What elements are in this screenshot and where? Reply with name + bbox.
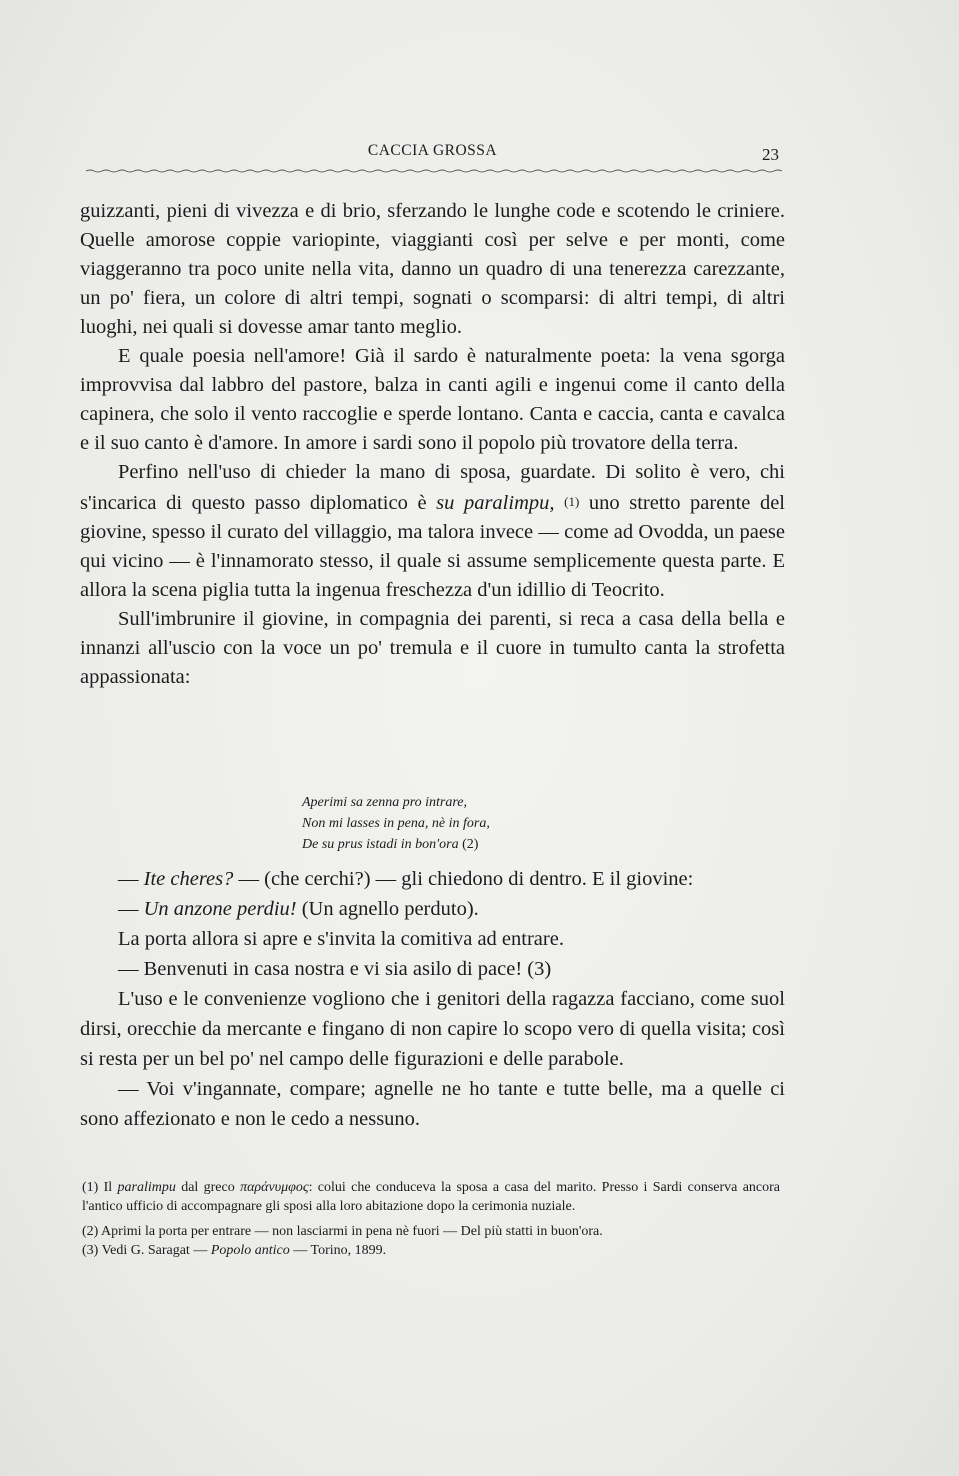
footnote-1 <box>82 1178 780 1216</box>
sardinian-phrase: Un anzone perdiu! <box>143 898 297 920</box>
main-text <box>80 197 785 692</box>
dash: — <box>118 868 139 890</box>
verse-line-2: Non mi lasses in pena, nè in fora, <box>302 816 490 831</box>
paragraph-5: L'uso e le convenienze vogliono che i genitori della ragazza facciano, come suol dirsi, orecchie da mercante e fingano di non capire lo scopo vero di quella visita; così si resta per un bel po' nel campo delle figurazioni e delle parabole. <box>80 988 785 1070</box>
paragraph-3 <box>80 458 785 605</box>
paragraph-3-text-b: uno stretto parente del giovine, spesso il curato del villaggio, ma talora invece — come ad Ovodda, un paese qui vicino — è l'innamorato stesso, il quale si assume semplicemente questa parte. E allora la scena piglia tutta la ingenua freschezza d'un idillio di Teocrito. <box>80 492 786 601</box>
footnote-3-text-b: — Torino, 1899. <box>293 1243 387 1258</box>
footnote-2: (2) Aprimi la porta per entrare — non lasciarmi in pena nè fuori — Del più statti in buon'ora. <box>82 1224 603 1239</box>
footnote-1-number: (1) Il <box>82 1180 113 1195</box>
verse-block <box>302 792 602 855</box>
footnote-1-text-b: : colui che conduceva la sposa a casa del marito. Presso i Sardi conserva ancora l'antico ufficio di accompagnare gli sposi alla loro abitazione dopo la cerimonia nuziale. <box>82 1180 781 1214</box>
footnote-3 <box>82 1241 780 1260</box>
footnote-3-text-a: (3) Vedi G. Saragat — <box>82 1243 208 1258</box>
paragraph-6: — Voi v'ingannate, compare; agnelle ne ho tante e tutte belle, ma a quelle ci sono affezionato e non le cedo a nessuno. <box>80 1078 785 1130</box>
paragraph-1: guizzanti, pieni di vivezza e di brio, sferzando le lunghe code e scotendo le criniere. Quelle amorose coppie variopinte, viaggianti così per selve e per monti, come viaggeranno tra poco unite nella vita, danno un quadro di una tenerezza carezzante, un po' fiera, un colore di altri tempi, sognati o scomparsi: di altri tempi, di altri luoghi, nei quali si dovesse amar tanto meglio. <box>80 200 785 338</box>
footnotes <box>82 1178 780 1260</box>
dialogue-line-2 <box>80 894 785 924</box>
verse-line-1: Aperimi sa zenna pro intrare, <box>302 795 468 810</box>
chapter-title: CACCIA GROSSA <box>367 142 498 159</box>
dialogue-line-1 <box>80 864 785 894</box>
footnote-1-term: paralimpu <box>117 1180 176 1195</box>
sardinian-phrase: Ite cheres? <box>143 868 234 890</box>
dash: — <box>118 898 139 920</box>
verse-line-3-text: De su prus istadi in bon'ora <box>302 837 459 852</box>
footnote-1-text-a: dal greco <box>181 1180 235 1195</box>
dialogue-line-2-rest: (Un agnello perduto). <box>301 898 479 920</box>
footnote-ref-1: (1) <box>564 494 580 509</box>
term-paralimpu: su paralimpu, <box>436 492 555 514</box>
dialogue-line-4: — Benvenuti in casa nostra e vi sia asilo di pace! (3) <box>118 958 552 980</box>
decorative-wavy-rule <box>86 169 785 173</box>
book-title: Popolo antico <box>210 1243 290 1258</box>
dialogue-line-3: La porta allora si apre e s'invita la comitiva ad entrare. <box>118 928 564 950</box>
running-head <box>80 142 785 178</box>
verse-line-3 <box>302 834 602 855</box>
footnote-ref-2: (2) <box>462 837 479 852</box>
paragraph-2: E quale poesia nell'amore! Già il sardo è naturalmente poeta: la vena sgorga improvvisa dal labbro del pastore, balza in canti agili e ingenui come il canto della capinera, che solo il vento raccoglie e sperde lontano. Canta e caccia, canta e cavalca e il suo canto è d'amore. In amore i sardi sono il popolo più trovatore della terra. <box>80 345 785 454</box>
paragraph-3-text-a: Perfino nell'uso di chieder la mano di sposa, guardate. Di solito è vero, chi s'incarica di questo passo diplomatico è <box>80 461 785 514</box>
dialogue-line-1-rest: — (che cerchi?) — gli chiedono di dentro. E il giovine: <box>238 868 694 890</box>
greek-word: παράνυμφος <box>240 1180 309 1195</box>
paragraph-4: Sull'imbrunire il giovine, in compagnia dei parenti, si reca a casa della bella e innanzi all'uscio con la voce un po' tremula e il cuore in tumulto canta la strofetta appassionata: <box>80 608 785 688</box>
dialogue-text <box>80 864 785 1134</box>
page-number: 23 <box>762 145 779 164</box>
